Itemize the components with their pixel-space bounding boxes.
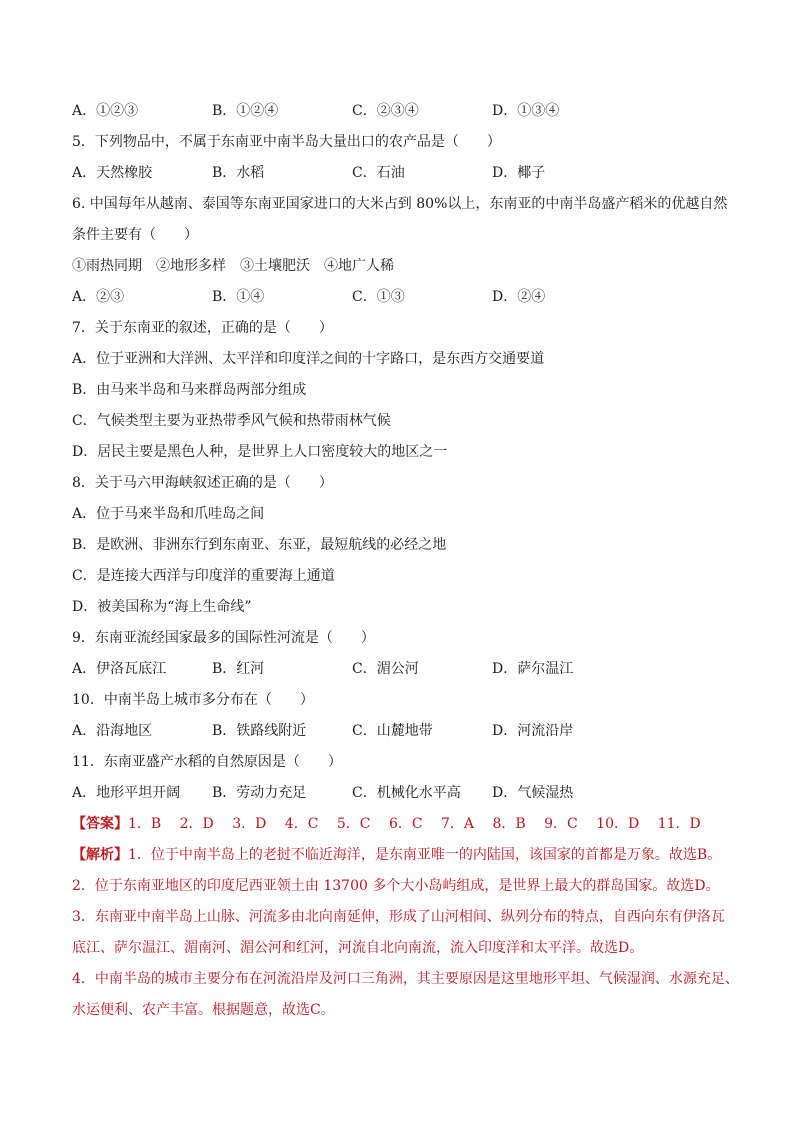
- analysis-p3-line1: 3．东南亚中南半岛上山脉、河流多由北向南延伸，形成了山河相间、纵列分布的特点，自西向东有伊洛瓦: [72, 909, 725, 925]
- q10-option-d: D．河流沿岸: [492, 723, 574, 739]
- q7-option-d: D．居民主要是黑色人种，是世界上人口密度较大的地区之一: [72, 444, 448, 460]
- q10-option-b: B．铁路线附近: [212, 723, 307, 739]
- q6-option-b: B．①④: [212, 289, 265, 305]
- analysis-p4-line1: 4．中南半岛的城市主要分布在河流沿岸及河口三角洲，其主要原因是这里地形平坦、气候湿润、水源充足、: [72, 971, 739, 987]
- q7-option-a: A．位于亚洲和大洋洲、太平洋和印度洋之间的十字路口，是东西方交通要道: [72, 351, 545, 367]
- q5-option-d: D．椰子: [492, 165, 546, 181]
- q9-option-b: B．红河: [212, 661, 265, 677]
- q9-option-d: D．萨尔温江: [492, 661, 574, 677]
- q5-option-c: C．石油: [352, 165, 405, 181]
- q9-option-a: A．伊洛瓦底江: [72, 661, 167, 677]
- q6-option-a: A．②③: [72, 289, 125, 305]
- q10-options: [72, 716, 732, 747]
- q6-stem-line2: 条件主要有（ ）: [72, 227, 198, 243]
- q5-stem: 5．下列物品中，不属于东南亚中南半岛大量出口的农产品是（ ）: [72, 134, 501, 150]
- q10-option-a: A．沿海地区: [72, 723, 153, 739]
- q9-stem: 9．东南亚流经国家最多的国际性河流是（ ）: [72, 630, 375, 646]
- q8-option-d: D．被美国称为“海上生命线”: [72, 599, 252, 615]
- answer-text: 1．B 2．D 3．D 4．C 5．C 6．C 7．A 8．B 9．C 10．D 11．D: [128, 816, 701, 832]
- q11-option-d: D．气候湿热: [492, 785, 574, 801]
- q10-option-c: C．山麓地带: [352, 723, 433, 739]
- q4-option-d: D．①③④: [492, 103, 560, 119]
- q11-option-b: B．劳动力充足: [212, 785, 307, 801]
- q8-stem: 8．关于马六甲海峡叙述正确的是（ ）: [72, 475, 333, 491]
- analysis-p1: [72, 840, 732, 871]
- q6-option-c: C．①③: [352, 289, 405, 305]
- q9-option-c: C．湄公河: [352, 661, 419, 677]
- q11-options: [72, 778, 732, 809]
- q5-option-a: A．天然橡胶: [72, 165, 153, 181]
- q11-option-a: A．地形平坦开阔: [72, 785, 181, 801]
- q8-option-c: C．是连接大西洋与印度洋的重要海上通道: [72, 568, 335, 584]
- q5-options: [72, 158, 732, 189]
- q6-choices: ①雨热同期 ②地形多样 ③土壤肥沃 ④地广人稀: [72, 258, 394, 274]
- q6-options: [72, 282, 732, 313]
- q4-option-a: A．①②③: [72, 103, 139, 119]
- answer-key: [72, 809, 732, 840]
- q10-stem: 10．中南半岛上城市多分布在（ ）: [72, 692, 314, 708]
- analysis-p2: 2．位于东南亚地区的印度尼西亚领土由 13700 多个大小岛屿组成，是世界上最大的群岛国家。故选D。: [72, 878, 720, 894]
- q7-stem: 7．关于东南亚的叙述，正确的是（ ）: [72, 320, 333, 336]
- analysis-p1-text: 1．位于中南半岛上的老挝不临近海洋，是东南亚唯一的内陆国，该国家的首都是万象。故选B。: [128, 847, 722, 863]
- q11-stem: 11．东南亚盛产水稻的自然原因是（ ）: [72, 754, 342, 770]
- analysis-p4-line2: 水运便利、农产丰富。根据题意，故选C。: [72, 1002, 335, 1018]
- q6-option-d: D．②④: [492, 289, 546, 305]
- answer-tag: 【答案】: [72, 816, 128, 832]
- q8-option-a: A．位于马来半岛和爪哇岛之间: [72, 506, 265, 522]
- q7-option-c: C．气候类型主要为亚热带季风气候和热带雨林气候: [72, 413, 391, 429]
- q9-options: [72, 654, 732, 685]
- q8-option-b: B．是欧洲、非洲东行到东南亚、东亚，最短航线的必经之地: [72, 537, 447, 553]
- q6-stem-line1: 6. 中国每年从越南、泰国等东南亚国家进口的大米占到 80%以上，东南亚的中南半岛盛产稻米的优越自然: [72, 196, 728, 212]
- q5-option-b: B．水稻: [212, 165, 265, 181]
- q4-option-c: C．②③④: [352, 103, 419, 119]
- q4-option-b: B．①②④: [212, 103, 279, 119]
- q7-option-b: B．由马来半岛和马来群岛两部分组成: [72, 382, 307, 398]
- q11-option-c: C．机械化水平高: [352, 785, 461, 801]
- analysis-tag: 【解析】: [72, 847, 128, 863]
- document-page: [72, 96, 739, 1026]
- q4-options: [72, 96, 732, 127]
- analysis-p3-line2: 底江、萨尔温江、湄南河、湄公河和红河，河流自北向南流，流入印度洋和太平洋。故选D。: [72, 940, 644, 956]
